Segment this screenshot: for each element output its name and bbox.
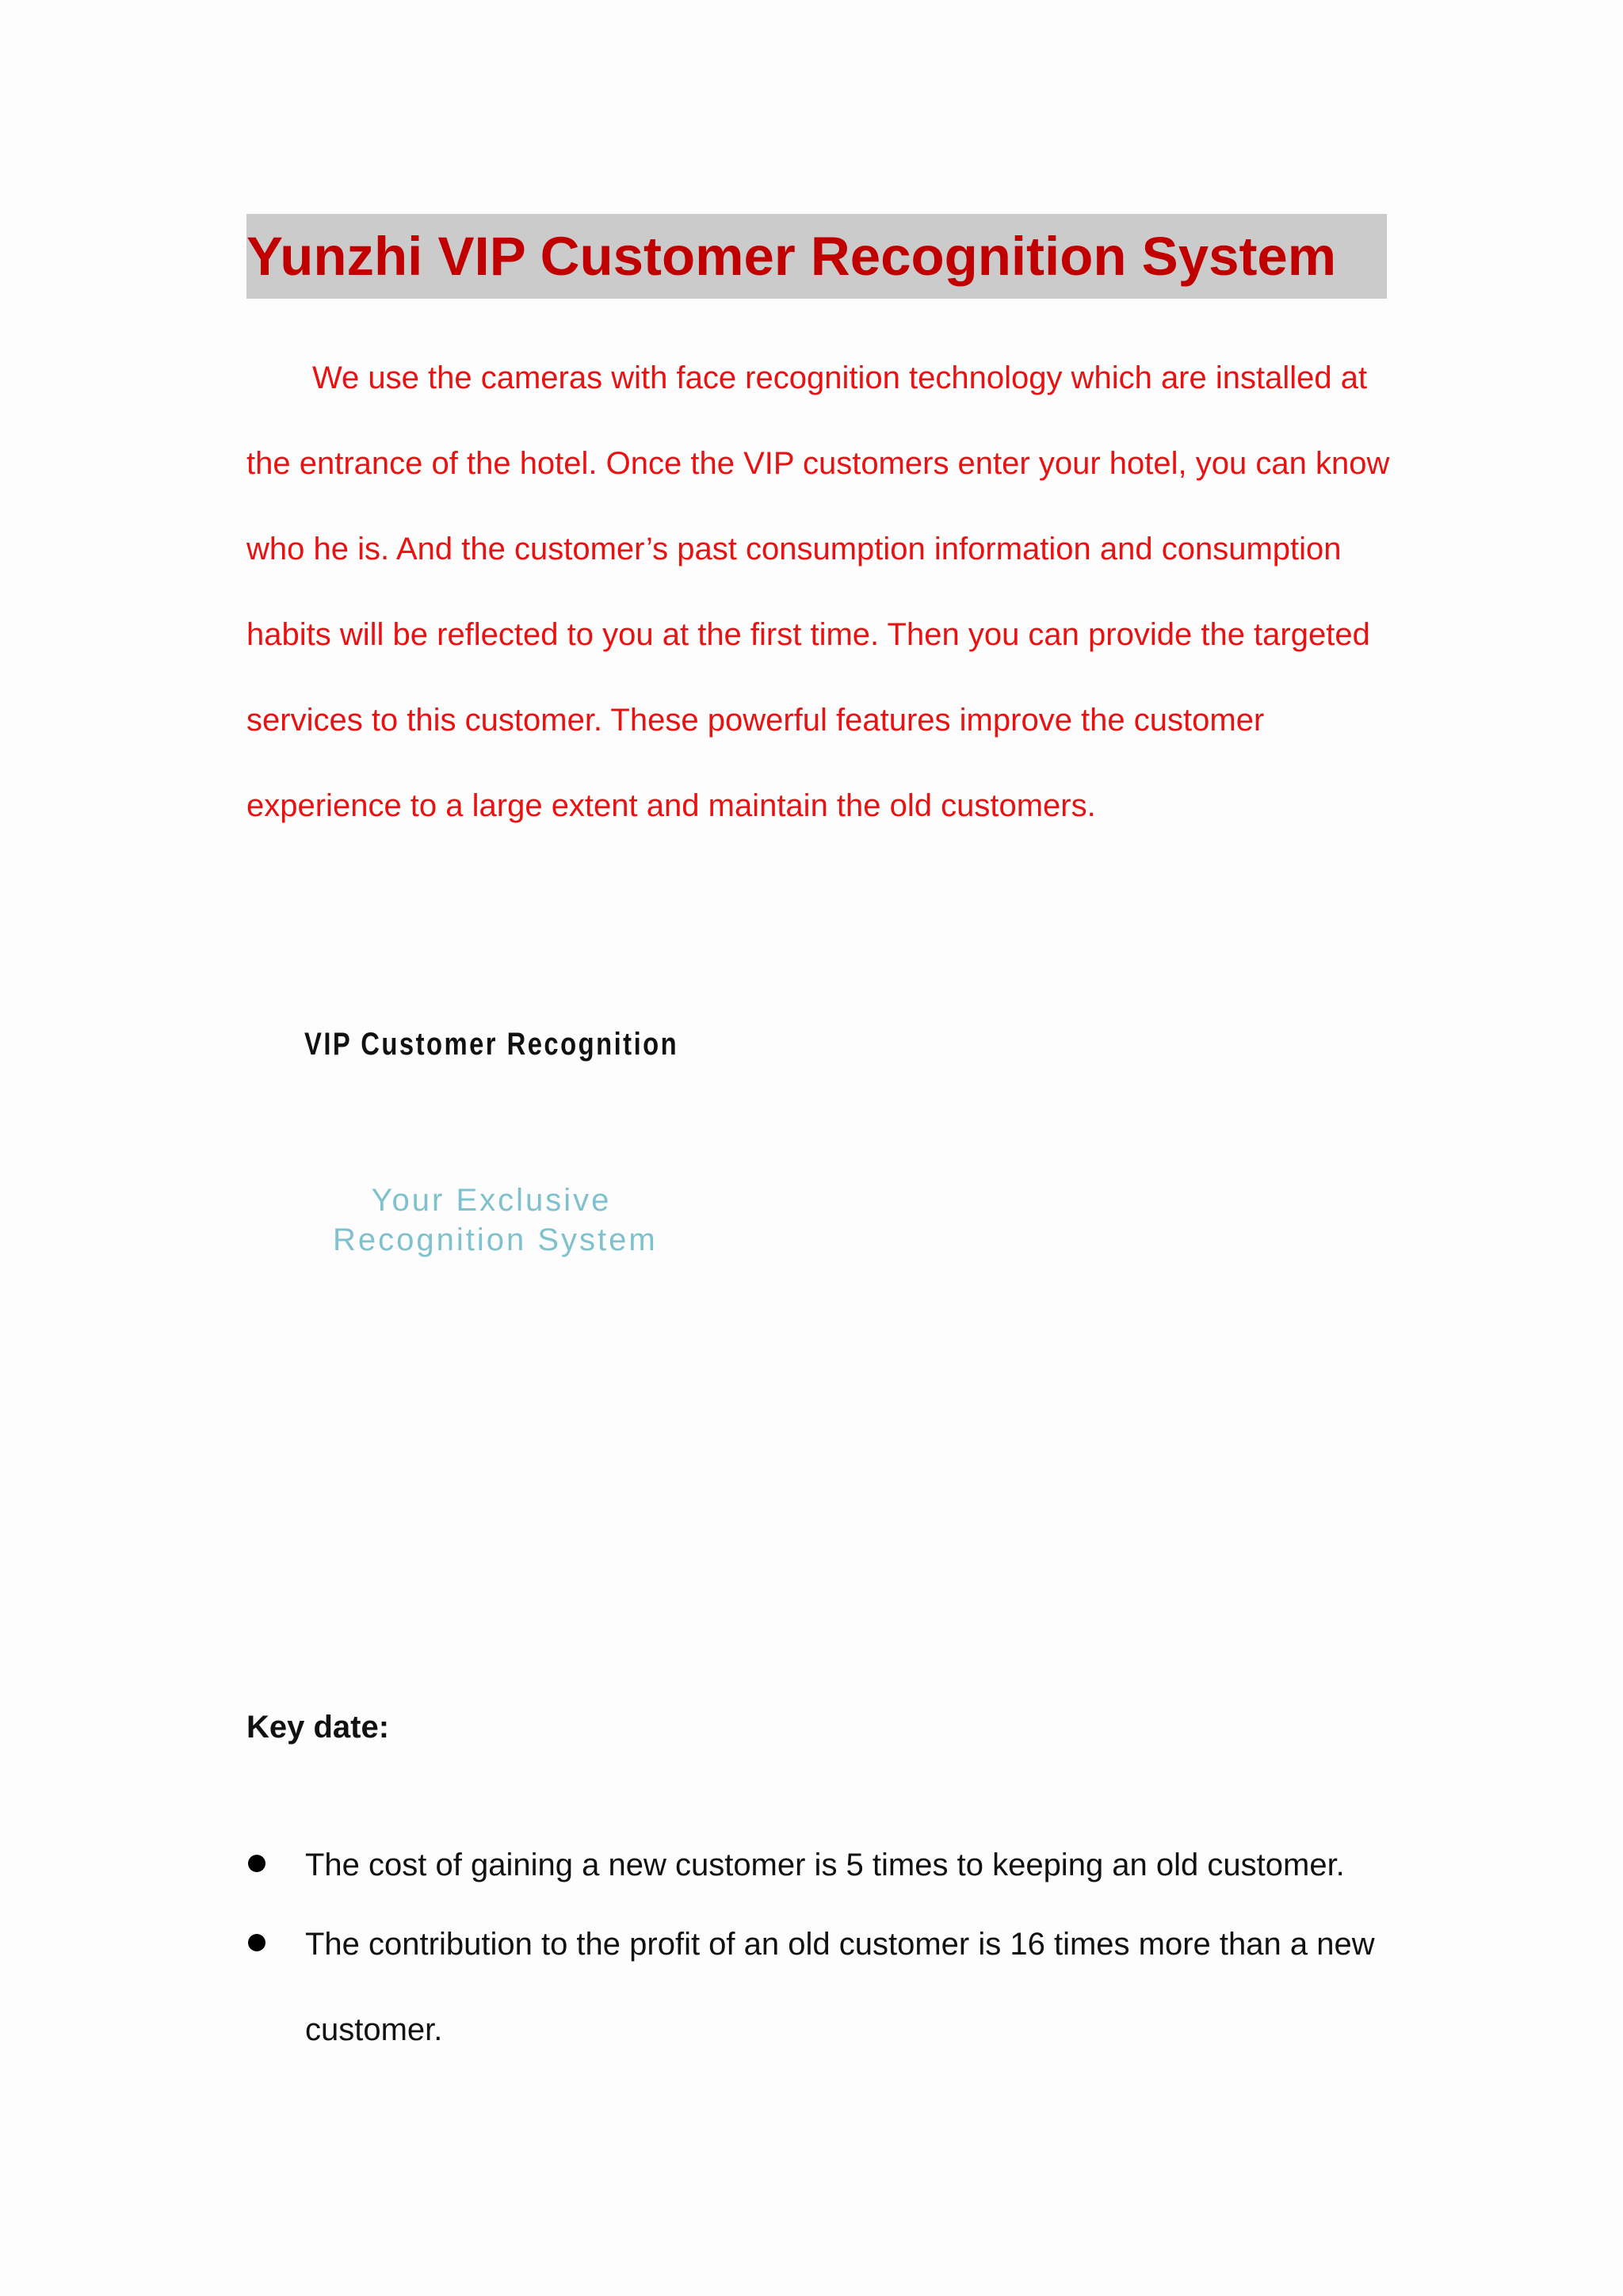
list-item	[246, 1901, 1396, 2073]
key-date-heading: Key date:	[246, 1710, 390, 1745]
tagline-line-2: Recognition System	[333, 1222, 658, 1257]
list-item	[246, 1822, 1396, 1908]
intro-paragraph: We use the cameras with face recognition technology which are installed at the entrance of the hotel. Once the VIP customers enter your hotel, you can know who he is. And the customer’s past consumption information and consumption habits will be reflected to you at the first time. Then you can provide the targeted services to this customer. These powerful features improve the customer experience to a large extent and maintain the old customers.	[246, 360, 1390, 823]
list-item-text: The contribution to the profit of an old customer is 16 times more than a new customer.	[305, 1927, 1375, 2047]
list-item-text: The cost of gaining a new customer is 5 times to keeping an old customer.	[305, 1848, 1345, 1882]
tagline	[333, 1180, 658, 1260]
key-points-list	[246, 1822, 1396, 2073]
document-title: Yunzhi VIP Customer Recognition System	[246, 226, 1337, 287]
bullet-icon	[248, 1855, 265, 1872]
section-heading: VIP Customer Recognition	[304, 1027, 679, 1062]
tagline-line-1: Your Exclusive	[371, 1183, 612, 1218]
bullet-icon	[248, 1934, 265, 1951]
